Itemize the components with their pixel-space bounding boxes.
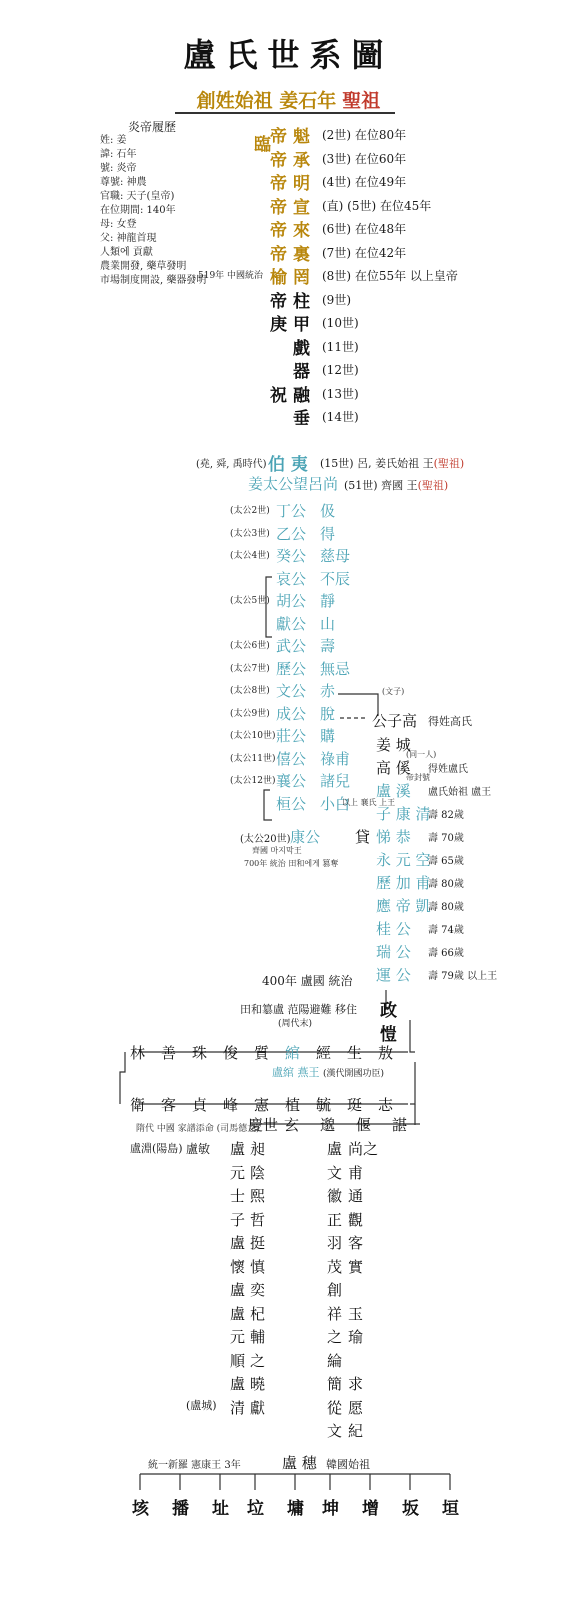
lu-ruler: 永 元 空 [376,851,431,869]
child-name: 垓 [132,1499,149,1519]
generation-label: (9世) [322,292,351,307]
kang-right: 貸 [355,828,371,846]
descendant-name: 順 [230,1351,246,1370]
generation-label: (12世) [322,363,359,377]
generation-label: (4世) 在位49年 [322,175,407,189]
descendant-name: 求 [348,1375,364,1393]
lu-ruler-note: 壽 80歲 [428,879,464,890]
descendant-name: 陰 [250,1163,266,1182]
lu-end: 400年 盧國 統治 [262,974,353,988]
qi-gen-note: (太公5世) [230,596,270,606]
lu-ruler: 高 傒 [376,759,411,777]
descendant-name: 熙 [250,1187,266,1205]
qi-gen-note: (太公2世) [230,506,270,516]
reign-note: 519年 中國統治 [198,271,264,281]
row2-name: 貞 [192,1096,208,1114]
qi-ruler-given-name: 諸兒 [320,772,351,790]
generation-label: (7世) 在位42年 [322,245,407,260]
descendant-name: 懷 [230,1257,246,1276]
descendant-name: 慎 [250,1257,266,1276]
ancestor-left: 帝 [270,174,287,194]
qi-ruler: 桓公 [276,794,307,813]
descendant-name: 獻 [250,1398,266,1417]
ancestor-right: 垂 [293,409,310,429]
row2-name: 珽 [347,1096,363,1114]
child-name: 坤 [322,1499,339,1519]
qi-ruler: 文公 [276,682,307,700]
ancestor-left: 祝 [270,385,287,406]
qi-ruler-given-name: 得 [320,524,336,543]
row3-name: 諶 [392,1116,408,1134]
kang-name: 康公 [290,828,321,846]
qi-gen-note: (太公6世) [230,641,270,651]
qi-ruler-given-name: 伋 [320,502,336,520]
qi-ruler: 襄公 [276,772,307,790]
title-underline [175,112,395,114]
ancestor-left: 帝 [270,127,287,147]
child-name: 垃 [247,1499,264,1519]
descendant-name: 奕 [250,1281,266,1299]
generation-label: (2世) 在位80年 [322,128,407,142]
descendant-name: 文 [327,1163,343,1182]
qi-gen-note: (太公7世) [230,663,270,674]
sui-title: 韓國始祖 [326,1458,370,1471]
row1-name: 善 [161,1044,177,1062]
generation-label: (14世) [322,410,359,424]
ancestor-right: 罔 [293,268,310,288]
row1-name: 珠 [192,1044,208,1062]
ancestor-left: 帝 [270,291,287,312]
ancestor-right: 裏 [293,244,310,265]
lu-ruler-note: 壽 80歲 [428,902,464,913]
descendant-name: 盧 [230,1140,246,1158]
founder-label: 創姓始祖 姜石年 [196,90,337,112]
taigong-name: 姜太公望呂尚 [248,475,339,493]
descendant-name: 盧 [230,1375,246,1393]
descendant-name: 哲 [250,1210,266,1229]
ancestor-right: 承 [293,150,310,171]
row1-name: 林 [130,1044,146,1062]
yandi-line: 市場制度開設, 藥器發明 [100,275,207,286]
descendant-name: 正 [327,1210,343,1229]
ancestor-right: 柱 [293,291,310,312]
ancestor-left: 榆 [270,268,287,288]
lu-ruler: 瑞 公 [376,943,411,961]
descendant-name: 從 [327,1398,343,1417]
descendant-name: 祥 [327,1304,343,1323]
qi-ruler: 武公 [276,637,307,655]
lu-ruler: 姜 城 [376,736,411,754]
yandi-line: 號: 炎帝 [100,163,137,174]
row2-name: 峰 [223,1096,239,1114]
generation-label: (10世) [322,316,359,330]
child-name: 墉 [287,1499,304,1519]
boyi-name: 伯 夷 [268,455,308,475]
yandi-line: 尊號: 神農 [100,177,147,188]
qi-gen-note: (太公10世) [230,731,276,741]
row3-name: 慶世 [248,1116,279,1134]
lu-ruler: 運 公 [376,966,411,984]
ancestor-right: 宣 [293,197,310,218]
generation-label: (11世) [322,339,359,354]
row2-name: 毓 [316,1096,332,1114]
descendant-name: 元 [230,1328,246,1346]
descendant-name: 尚之 [348,1140,379,1158]
ancestor-left: 帝 [270,244,287,265]
descendant-name: 綸 [327,1351,343,1370]
descendant-name: 玉 [348,1304,364,1323]
ancestor-right: 甲 [293,315,310,335]
kang-note: (太公20世) [240,834,291,845]
qi-gen-note: (太公12世) [230,776,276,786]
qi-ruler: 癸公 [276,547,307,565]
ancestor-right: 來 [293,221,310,241]
descendant-name: 士 [230,1187,246,1205]
qi-gen-note: (太公11世) [230,753,276,764]
qi-gen-note: (太公4世) [230,551,270,561]
descendant-name: 曉 [250,1375,266,1393]
left-tag: 盧敏 [186,1142,211,1156]
move-note: 田和簒盧 范陽避難 移住 [240,1003,357,1016]
row1-name: 俊 [223,1044,239,1062]
child-name: 增 [362,1499,379,1519]
sui-note: 隋代 中國 家譜添命 (司馬德文) [136,1124,260,1134]
ancestor-prefix: 臨 [254,135,271,155]
descendant-name: 創 [327,1281,343,1299]
descendant-name: 甫 [348,1163,364,1182]
gongzi-note: 得姓高氏 [428,715,472,728]
qi-ruler: 胡公 [276,592,307,610]
row3-name: 邈 [320,1116,336,1134]
ding-note: (盧城) [186,1399,217,1412]
ancestor-right: 融 [293,385,310,406]
descendant-name: 挺 [250,1234,266,1252]
descendant-name: 徽 [327,1187,343,1205]
lu-ruler: 盧 溪 [376,782,411,800]
lu-ruler-note: 壽 70歲 [428,833,464,844]
qi-ruler: 歷公 [276,659,307,678]
page-title: 盧氏世系圖 [183,36,394,74]
qi-ruler: 成公 [276,704,307,723]
descendant-name: 茂 [327,1257,343,1276]
move-sub: (周代末) [278,1019,313,1029]
lu-ruler-tag: (同一人) [406,750,437,759]
qi-gen-note: (太公9世) [230,708,270,719]
row2-name: 客 [161,1096,177,1114]
generation-label: (8世) 在位55年 以上皇帝 [322,269,458,283]
boyi-generation: (15世) 呂, 姜氏始祖 王(聖祖) [320,457,465,470]
qi-ruler: 哀公 [276,569,307,588]
yandi-heading: 炎帝履歷 [128,120,177,134]
yandi-line: 諱: 石年 [100,149,137,160]
descendant-name: 羽 [327,1234,343,1252]
lu-ruler: 悌 恭 [376,828,411,846]
qi-ruler-given-name: 購 [320,727,336,745]
row1-name: 生 [347,1044,363,1062]
qi-ruler-given-name: 慈母 [320,547,351,565]
ancestor-left: 庚 [270,315,287,335]
row1-name: 質 [254,1044,270,1062]
ancestor-left: 帝 [270,150,287,171]
row2-name: 植 [285,1096,301,1114]
row1-name: 經 [316,1044,332,1062]
child-name: 垣 [442,1499,459,1519]
row2-name: 憲 [254,1096,270,1114]
generation-label: (直) (5世) 在位45年 [322,198,432,213]
descendant-name: 觀 [348,1210,364,1229]
ancestor-right: 明 [293,174,310,194]
yandi-line: 姓: 姜 [100,135,127,146]
row1-name: 綰 [285,1044,301,1062]
lu-ruler-note: 壽 82歲 [428,810,464,821]
qi-ruler-given-name: 小白 [320,794,351,813]
qi-ruler: 丁公 [276,502,307,520]
qi-ruler-given-name: 靜 [320,592,336,610]
row3-name: 玄 [284,1116,300,1134]
row3-name: 偃 [356,1116,372,1134]
ancestor-left: 帝 [270,197,287,218]
descendant-name: 清 [230,1398,246,1417]
descendant-name: 輔 [250,1328,266,1346]
descendant-name: 實 [348,1257,364,1276]
descendant-name: 文 [327,1422,343,1440]
qi-ruler-given-name: 壽 [320,637,336,655]
sage-label: 聖祖 [342,90,381,112]
descendant-name: 盧 [327,1140,343,1158]
descendant-name: 瑜 [348,1328,364,1346]
xinluo-note: 統一新羅 憲康王 3年 [148,1460,241,1471]
qi-ruler: 獻公 [276,614,307,633]
qi-ruler-given-name: 祿甫 [320,749,351,768]
kai-name: 愷 [380,1025,397,1045]
ancestor-left: 帝 [270,221,287,241]
descendant-name: 客 [348,1234,364,1252]
yandi-profile [100,120,206,288]
zheng-name: 政 [380,1001,397,1021]
descendant-name: 元 [230,1163,246,1182]
descendant-name: 通 [348,1187,364,1205]
qi-ruler: 僖公 [276,749,307,768]
lu-ruler-tag: 帝封號 [406,773,430,782]
yandi-line: 官職: 天子(皇帝) [100,191,175,202]
qi-gen-note: (太公8世) [230,686,270,696]
descendant-name: 子 [230,1210,246,1229]
row2-name: 衛 [130,1096,146,1114]
ancestor-right: 器 [293,362,310,382]
descendant-name: 愿 [348,1398,364,1417]
boyi-era: (堯, 舜, 禹時代) [196,459,267,470]
generation-label: (3世) 在位60年 [322,151,407,166]
qi-ruler-given-name: 山 [320,614,336,633]
qi-ruler-given-name: 無忌 [320,659,351,678]
qi-ruler-given-name: 赤 [320,682,336,700]
lu-ruler-note: 壽 66歲 [428,948,464,959]
descendant-name: 杞 [250,1304,266,1323]
generation-label: (13世) [322,386,359,401]
descendant-name: 之 [250,1351,266,1370]
wan-note: 盧綰 燕王 (漢代開國功臣) [272,1066,385,1079]
descendant-name: 昶 [250,1140,266,1158]
qi-gen-note: (太公3世) [230,528,270,539]
kang-sub: 齊國 마지막王 [252,846,302,855]
lu-ruler-note: 盧氏始祖 盧王 [428,787,492,798]
left-tag: 盧淵(陽島) [130,1142,183,1155]
child-name: 坂 [402,1499,419,1519]
yandi-line: 人類에 貢獻 [100,247,153,258]
qi-ruler: 莊公 [276,727,307,745]
ancestor-right: 魁 [293,127,310,147]
wenzi-note: (文子) [382,687,405,696]
lu-ruler-note: 壽 79歲 以上王 [428,971,498,982]
yandi-line: 母: 女登 [100,219,137,230]
lu-ruler-note: 得姓盧氏 [428,764,468,775]
xiang-note: 以上 襄氏 上王 [342,798,396,807]
descendant-name: 盧 [230,1281,246,1299]
yandi-line: 農業開發, 藥草發明 [100,261,187,272]
lu-ruler: 桂 公 [376,920,411,938]
ancestor-right: 戲 [293,338,310,359]
row2-name: 志 [378,1096,394,1114]
gongzi-name: 公子高 [372,712,418,730]
lu-ruler-note: 壽 65歲 [428,856,464,867]
yandi-line: 在位期間: 140年 [100,205,176,216]
yandi-line: 父: 神龍首現 [100,233,157,244]
lu-ruler: 子 康 清 [376,805,431,823]
lu-ruler-note: 壽 74歲 [428,925,464,936]
taigong-generation: (51世) 齊國 王(聖祖) [344,479,449,492]
child-name: 址 [212,1499,229,1519]
lu-ruler: 歷 加 甫 [376,874,431,892]
descendant-name: 紀 [348,1422,364,1440]
tian-note: 700年 統治 田和에게 篡奪 [244,859,339,868]
descendant-name: 盧 [230,1234,246,1252]
generation-label: (6世) 在位48年 [322,222,407,236]
qi-ruler: 乙公 [276,524,307,543]
qi-ruler-given-name: 不辰 [320,569,351,588]
qi-ruler-given-name: 脫 [320,704,336,723]
row1-name: 敖 [378,1044,394,1062]
descendant-name: 之 [327,1328,343,1346]
descendant-name: 簡 [327,1375,343,1393]
descendant-name: 盧 [230,1304,246,1323]
lu-ruler: 應 帝 凱 [376,897,431,915]
subtitle [0,86,577,113]
sui-name: 盧 穗 [282,1454,317,1472]
child-name: 播 [172,1499,189,1519]
